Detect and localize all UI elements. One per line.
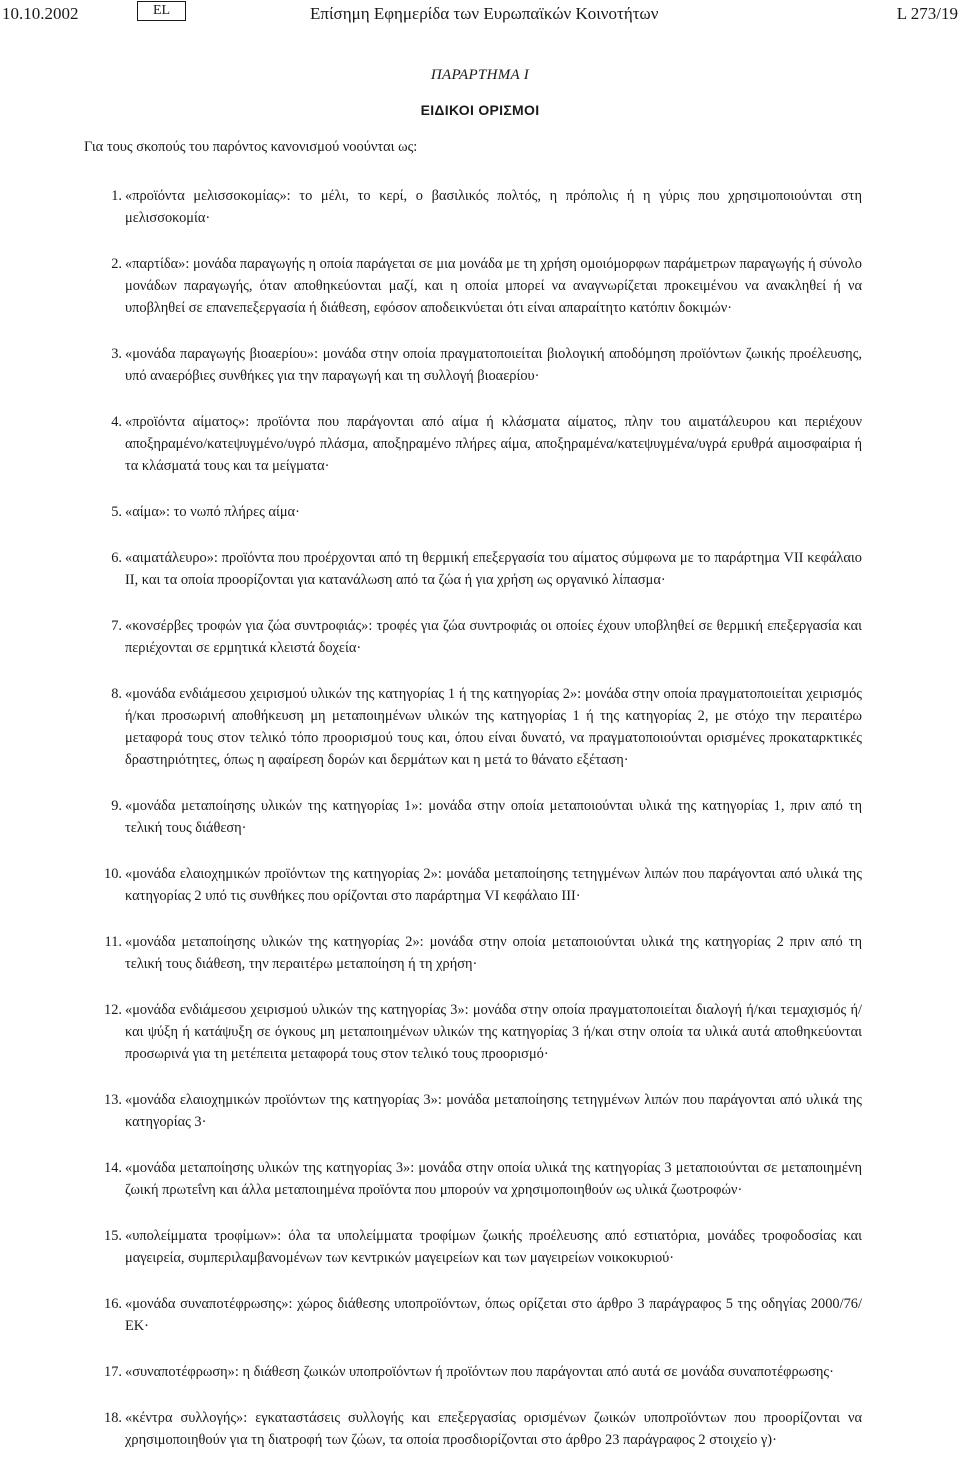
item-text: «παρτίδα»: μονάδα παραγωγής η οποία παράγεται σε μια μονάδα με τη χρήση ομοιόμορφων παράμετρων παραγωγής ή σύνολο μονάδων παραγωγής, όταν αποθηκεύονται μαζί, και η οποία μπορεί να αναγνωρίζεται προκειμένου να ανακληθεί ή να υποβληθεί σε επανεπεξεργασία ή διάθεση, εφόσον αποδεικνύεται ότι είναι απαραίτητο κατόπιν δοκιμών· (125, 256, 862, 316)
item-text: «μονάδα ενδιάμεσου χειρισμού υλικών της κατηγορίας 3»: μονάδα στην οποία πραγματοποιείται διαλογή ή/και τεμαχισμός ή/και ψύξη ή κατάψυξη σε όγκους μη μεταποιημένων υλικών της κατηγορίας 3 ή/και στην οποία τα υλικά αυτά αποθηκεύονται προσωρινά για τη μετέπειτα μεταφορά τους στον τελικό τους προορισμό· (125, 1002, 862, 1062)
definition-item-4 (111, 411, 862, 477)
item-text: «μονάδα συναποτέφρωσης»: χώρος διάθεσης υποπροϊόντων, όπως ορίζεται στο άρθρο 3 παράγραφος 5 της οδηγίας 2000/76/ΕΚ· (125, 1296, 862, 1334)
definition-item-15 (104, 1225, 862, 1269)
definitions-list (0, 185, 960, 1475)
definition-item-7 (111, 615, 862, 659)
item-number: 16. (104, 1296, 122, 1312)
item-number: 11. (104, 934, 122, 950)
item-text: «αιματάλευρο»: προϊόντα που προέρχονται από τη θερμική επεξεργασία του αίματος σύμφωνα με το παράρτημα VII κεφάλαιο II, και τα οποία προορίζονται για κατανάλωση από τα ζώα ή για χρήση ως οργανικό λίπασμα· (125, 550, 862, 588)
item-text: «μονάδα ελαιοχημικών προϊόντων της κατηγορίας 3»: μονάδα μεταποίησης τετηγμένων λιπών που παράγονται από υλικά της κατηγορίας 3· (125, 1092, 862, 1130)
definition-item-3 (111, 343, 862, 387)
definition-item-10 (104, 863, 862, 907)
definition-item-9 (111, 795, 862, 839)
definition-item-11 (104, 931, 862, 975)
item-text: «μονάδα ενδιάμεσου χειρισμού υλικών της κατηγορίας 1 ή της κατηγορίας 2»: μονάδα στην οποία πραγματοποιείται χειρισμός ή/και προσωρινή αποθήκευση μη μεταποιημένων υλικών της κατηγορίας 1 ή της κατηγορίας 2, με στόχο την περαιτέρω μεταφορά τους στον τελικό τόπο προορισμού τους και, όπου είναι δυνατό, να πραγματοποιούνται ορισμένες προκαταρκτικές δραστηριότητες, όπως η αφαίρεση δορών και δερμάτων και η μετά το θάνατο εξέταση· (125, 686, 862, 768)
definition-item-18 (104, 1407, 862, 1451)
item-number: 13. (104, 1092, 122, 1108)
item-number: 2. (111, 256, 122, 272)
definition-item-13 (104, 1089, 862, 1133)
item-text: «κέντρα συλλογής»: εγκαταστάσεις συλλογής και επεξεργασίας ορισμένων ζωικών υποπροϊόντων που προορίζονται να χρησιμοποιηθούν για τη διατροφή των ζώων, τα οποία προσδιορίζονται στο άρθρο 23 παράγραφος 2 στοιχείο γ)· (125, 1410, 862, 1448)
item-text: «κονσέρβες τροφών για ζώα συντροφιάς»: τροφές για ζώα συντροφιάς οι οποίες έχουν υποβληθεί σε θερμική επεξεργασία και περιέχονται σε ερμητικά κλειστά δοχεία· (125, 618, 862, 656)
item-number: 12. (104, 1002, 122, 1018)
definition-item-12 (104, 999, 862, 1065)
page-header (0, 0, 960, 30)
intro-text: Για τους σκοπούς του παρόντος κανονισμού νοούνται ως: (84, 139, 418, 155)
definition-item-2 (111, 253, 862, 319)
section-title: ΕΙΔΙΚΟΙ ΟΡΙΣΜΟΙ (420, 102, 540, 118)
item-number: 7. (111, 618, 122, 634)
item-number: 8. (111, 686, 122, 702)
publication-date: 10.10.2002 (2, 4, 79, 23)
item-text: «αίμα»: το νωπό πλήρες αίμα· (125, 504, 300, 520)
item-number: 14. (104, 1160, 122, 1176)
item-text: «μονάδα ελαιοχημικών προϊόντων της κατηγορίας 2»: μονάδα μεταποίησης τετηγμένων λιπών που παράγονται από υλικά της κατηγορίας 2 υπό τις συνθήκες που ορίζονται στο παράρτημα VI κεφάλαιο III· (125, 866, 862, 904)
definition-item-17 (104, 1361, 862, 1383)
item-number: 10. (104, 866, 122, 882)
definition-item-14 (104, 1157, 862, 1201)
item-text: «υπολείμματα τροφίμων»: όλα τα υπολείμματα τροφίμων ζωικής προέλευσης από εστιατόρια, μονάδες τροφοδοσίας και μαγειρεία, συμπεριλαμβανομένων των κεντρικών μαγειρείων και των μαγειρείων νοικοκυριού· (125, 1228, 862, 1266)
definition-item-8 (111, 683, 862, 771)
definition-item-1 (111, 185, 862, 229)
item-text: «προϊόντα μελισσοκομίας»: το μέλι, το κερί, ο βασιλικός πολτός, η πρόπολις ή η γύρις που χρησιμοποιούνται στη μελισσοκομία· (125, 188, 862, 226)
item-text: «μονάδα μεταποίησης υλικών της κατηγορίας 1»: μονάδα στην οποία μεταποιούνται υλικά της κατηγορίας 1, πριν από τη τελική τους διάθεση· (125, 798, 862, 836)
item-number: 3. (111, 346, 122, 362)
definition-item-6 (111, 547, 862, 591)
item-text: «συναποτέφρωση»: η διάθεση ζωικών υποπροϊόντων ή προϊόντων που παράγονται από αυτά σε μονάδα συναποτέφρωσης· (125, 1364, 834, 1380)
annex-title: ΠΑΡΑΡΤΗΜΑ Ι (430, 67, 530, 83)
item-text: «προϊόντα αίματος»: προϊόντα που παράγονται από αίμα ή κλάσματα αίματος, πλην του αιματάλευρου και περιέχουν αποξηραμένο/κατεψυγμένο/υγρό πλάσμα, αποξηραμένο πλήρες αίμα, αποξηραμένα/κατεψυγμένα/υγρά ερυθρά αιμοσφαίρια ή τα κλάσματά τους και τα μείγματα· (125, 414, 862, 474)
language-code-box: EL (137, 1, 186, 21)
item-number: 17. (104, 1364, 122, 1380)
page-reference: L 273/19 (896, 4, 958, 23)
item-text: «μονάδα μεταποίησης υλικών της κατηγορίας 3»: μονάδα στην οποία υλικά της κατηγορίας 3 μεταποιούνται σε μεταποιημένη ζωική πρωτεΐνη και άλλα μεταποιημένα προϊόντα που μπορούν να χρησιμοποιηθούν ως υλικά ζωοτροφών· (125, 1160, 862, 1198)
journal-title: Επίσημη Εφημερίδα των Ευρωπαϊκών Κοινοτήτων (310, 4, 659, 23)
item-number: 6. (111, 550, 122, 566)
item-number: 4. (111, 414, 122, 430)
item-number: 15. (104, 1228, 122, 1244)
item-text: «μονάδα μεταποίησης υλικών της κατηγορίας 2»: μονάδα στην οποία μεταποιούνται υλικά της κατηγορίας 2 πριν από τη τελική τους διάθεση, την περαιτέρω μεταποίηση ή τη χρήση· (125, 934, 862, 972)
item-number: 18. (104, 1410, 122, 1426)
definition-item-16 (104, 1293, 862, 1337)
definition-item-5 (111, 501, 862, 523)
item-number: 5. (111, 504, 122, 520)
item-number: 9. (111, 798, 122, 814)
item-number: 1. (111, 188, 122, 204)
item-text: «μονάδα παραγωγής βιοαερίου»: μονάδα στην οποία πραγματοποιείται βιολογική αποδόμηση προϊόντων ζωικής προέλευσης, υπό αναερόβιες συνθήκες για την παραγωγή και τη συλλογή βιοαερίου· (125, 346, 862, 384)
